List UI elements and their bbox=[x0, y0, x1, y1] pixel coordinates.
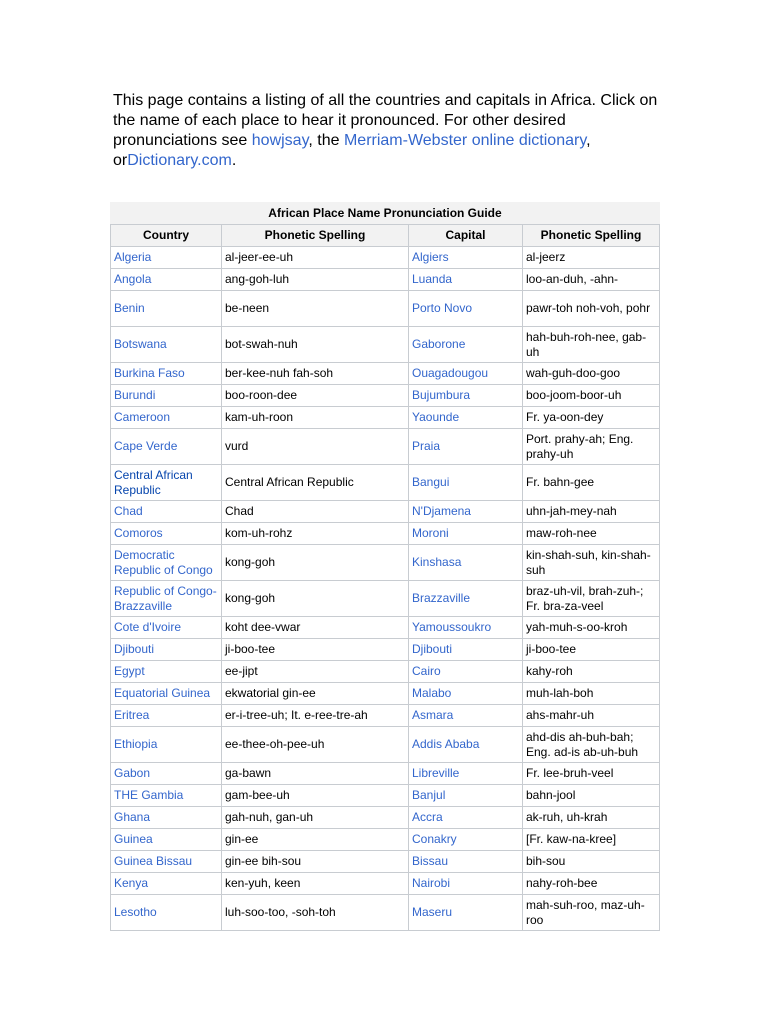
table-row bbox=[111, 363, 660, 385]
capital-phonetic: ahs-mahr-uh bbox=[523, 705, 660, 727]
table-row bbox=[111, 727, 660, 763]
capital-link[interactable]: Banjul bbox=[409, 785, 523, 807]
capital-link[interactable]: Libreville bbox=[409, 763, 523, 785]
country-link[interactable]: Algeria bbox=[111, 247, 222, 269]
capital-link[interactable]: Luanda bbox=[409, 269, 523, 291]
country-phonetic: ang-goh-luh bbox=[222, 269, 409, 291]
table-row bbox=[111, 683, 660, 705]
capital-phonetic: ahd-dis ah-buh-bah; Eng. ad-is ab-uh-buh bbox=[523, 727, 660, 763]
capital-phonetic: nahy-roh-bee bbox=[523, 873, 660, 895]
country-link[interactable]: Guinea Bissau bbox=[111, 851, 222, 873]
table-row bbox=[111, 407, 660, 429]
country-link[interactable]: Angola bbox=[111, 269, 222, 291]
country-link[interactable]: Burkina Faso bbox=[111, 363, 222, 385]
capital-phonetic: bahn-jool bbox=[523, 785, 660, 807]
country-link[interactable]: Djibouti bbox=[111, 639, 222, 661]
country-phonetic: er-i-tree-uh; It. e-ree-tre-ah bbox=[222, 705, 409, 727]
table-row bbox=[111, 705, 660, 727]
capital-link[interactable]: Addis Ababa bbox=[409, 727, 523, 763]
capital-phonetic: ak-ruh, uh-krah bbox=[523, 807, 660, 829]
header-capital-phonetic: Phonetic Spelling bbox=[523, 225, 660, 247]
capital-phonetic: [Fr. kaw-na-kree] bbox=[523, 829, 660, 851]
country-phonetic: gin-ee bbox=[222, 829, 409, 851]
capital-phonetic: maw-roh-nee bbox=[523, 523, 660, 545]
capital-phonetic: ji-boo-tee bbox=[523, 639, 660, 661]
capital-link[interactable]: Praia bbox=[409, 429, 523, 465]
table-row bbox=[111, 829, 660, 851]
capital-link[interactable]: N'Djamena bbox=[409, 501, 523, 523]
table-row bbox=[111, 873, 660, 895]
capital-link[interactable]: Yaounde bbox=[409, 407, 523, 429]
table-row bbox=[111, 429, 660, 465]
country-link[interactable]: Cote d'Ivoire bbox=[111, 617, 222, 639]
country-phonetic: gin-ee bih-sou bbox=[222, 851, 409, 873]
country-phonetic: gah-nuh, gan-uh bbox=[222, 807, 409, 829]
table-row bbox=[111, 545, 660, 581]
capital-phonetic: wah-guh-doo-goo bbox=[523, 363, 660, 385]
country-phonetic: vurd bbox=[222, 429, 409, 465]
country-link[interactable]: Ghana bbox=[111, 807, 222, 829]
table-row bbox=[111, 581, 660, 617]
capital-phonetic: yah-muh-s-oo-kroh bbox=[523, 617, 660, 639]
capital-link[interactable]: Algiers bbox=[409, 247, 523, 269]
country-link[interactable]: Chad bbox=[111, 501, 222, 523]
capital-phonetic: kin-shah-suh, kin-shah-suh bbox=[523, 545, 660, 581]
header-country-phonetic: Phonetic Spelling bbox=[222, 225, 409, 247]
table-row bbox=[111, 617, 660, 639]
capital-phonetic: muh-lah-boh bbox=[523, 683, 660, 705]
country-link[interactable]: Lesotho bbox=[111, 895, 222, 931]
capital-phonetic: loo-an-duh, -ahn- bbox=[523, 269, 660, 291]
country-phonetic: ee-jipt bbox=[222, 661, 409, 683]
table-row bbox=[111, 851, 660, 873]
table-row bbox=[111, 247, 660, 269]
capital-link[interactable]: Djibouti bbox=[409, 639, 523, 661]
country-link[interactable]: Democratic Republic of Congo bbox=[111, 545, 222, 581]
capital-phonetic: al-jeerz bbox=[523, 247, 660, 269]
table-row bbox=[111, 895, 660, 931]
table-row bbox=[111, 385, 660, 407]
table-header-row bbox=[111, 225, 660, 247]
country-link[interactable]: Comoros bbox=[111, 523, 222, 545]
country-phonetic: ber-kee-nuh fah-soh bbox=[222, 363, 409, 385]
country-phonetic: gam-bee-uh bbox=[222, 785, 409, 807]
table-row bbox=[111, 291, 660, 327]
country-link[interactable]: Equatorial Guinea bbox=[111, 683, 222, 705]
intro-text-1: This page contains a listing of all the countries and capitals in Africa. Click on the name of each place to hear it pronounced. For other desired pronunciations see bbox=[113, 92, 658, 149]
capital-phonetic: mah-suh-roo, maz-uh-roo bbox=[523, 895, 660, 931]
country-link[interactable]: Cape Verde bbox=[111, 429, 222, 465]
merriam-webster-link[interactable]: Merriam-Webster online dictionary bbox=[343, 132, 587, 149]
capital-link[interactable]: Conakry bbox=[409, 829, 523, 851]
country-phonetic: boo-roon-dee bbox=[222, 385, 409, 407]
table-row bbox=[111, 269, 660, 291]
country-phonetic: ee-thee-oh-pee-uh bbox=[222, 727, 409, 763]
intro-text-4: . bbox=[231, 152, 237, 169]
capital-phonetic: bih-sou bbox=[523, 851, 660, 873]
country-phonetic: kong-goh bbox=[222, 581, 409, 617]
country-link[interactable]: Central African Republic bbox=[111, 465, 222, 501]
country-link[interactable]: Cameroon bbox=[111, 407, 222, 429]
table-row bbox=[111, 465, 660, 501]
country-link[interactable]: Burundi bbox=[111, 385, 222, 407]
country-phonetic: be-neen bbox=[222, 291, 409, 327]
capital-link[interactable]: Nairobi bbox=[409, 873, 523, 895]
capital-link[interactable]: Bujumbura bbox=[409, 385, 523, 407]
dictionary-com-link[interactable]: Dictionary.com bbox=[127, 152, 232, 169]
table-row bbox=[111, 501, 660, 523]
capital-phonetic: Fr. lee-bruh-veel bbox=[523, 763, 660, 785]
country-phonetic: ekwatorial gin-ee bbox=[222, 683, 409, 705]
country-phonetic: kom-uh-rohz bbox=[222, 523, 409, 545]
country-link[interactable]: Eritrea bbox=[111, 705, 222, 727]
capital-phonetic: Fr. bahn-gee bbox=[523, 465, 660, 501]
country-phonetic: Central African Republic bbox=[222, 465, 409, 501]
table-row bbox=[111, 327, 660, 363]
country-link[interactable]: Egypt bbox=[111, 661, 222, 683]
capital-phonetic: braz-uh-vil, brah-zuh-; Fr. bra-za-veel bbox=[523, 581, 660, 617]
country-link[interactable]: Benin bbox=[111, 291, 222, 327]
capital-link[interactable]: Kinshasa bbox=[409, 545, 523, 581]
capital-link[interactable]: Bangui bbox=[409, 465, 523, 501]
country-phonetic: koht dee-vwar bbox=[222, 617, 409, 639]
country-phonetic: bot-swah-nuh bbox=[222, 327, 409, 363]
table-row bbox=[111, 523, 660, 545]
table-caption: African Place Name Pronunciation Guide bbox=[110, 202, 660, 224]
table-row bbox=[111, 785, 660, 807]
capital-phonetic: uhn-jah-mey-nah bbox=[523, 501, 660, 523]
capital-link[interactable]: Ouagadougou bbox=[409, 363, 523, 385]
capital-phonetic: Port. prahy-ah; Eng. prahy-uh bbox=[523, 429, 660, 465]
country-link[interactable]: Republic of Congo-Brazzaville bbox=[111, 581, 222, 617]
country-phonetic: luh-soo-too, -soh-toh bbox=[222, 895, 409, 931]
capital-phonetic: pawr-toh noh-voh, pohr bbox=[523, 291, 660, 327]
header-capital: Capital bbox=[409, 225, 523, 247]
capital-link[interactable]: Moroni bbox=[409, 523, 523, 545]
capital-link[interactable]: Yamoussoukro bbox=[409, 617, 523, 639]
capital-link[interactable]: Accra bbox=[409, 807, 523, 829]
capital-link[interactable]: Gaborone bbox=[409, 327, 523, 363]
table-row bbox=[111, 763, 660, 785]
country-link[interactable]: THE Gambia bbox=[111, 785, 222, 807]
capital-phonetic: boo-joom-boor-uh bbox=[523, 385, 660, 407]
country-link[interactable]: Gabon bbox=[111, 763, 222, 785]
capital-link[interactable]: Brazzaville bbox=[409, 581, 523, 617]
country-link[interactable]: Ethiopia bbox=[111, 727, 222, 763]
capital-phonetic: Fr. ya-oon-dey bbox=[523, 407, 660, 429]
intro-text-2: , the bbox=[308, 132, 344, 149]
country-link[interactable]: Kenya bbox=[111, 873, 222, 895]
capital-link[interactable]: Asmara bbox=[409, 705, 523, 727]
country-phonetic: Chad bbox=[222, 501, 409, 523]
capital-link[interactable]: Bissau bbox=[409, 851, 523, 873]
pronunciation-table bbox=[110, 202, 660, 931]
intro-paragraph bbox=[113, 91, 658, 171]
table-row bbox=[111, 807, 660, 829]
capital-link[interactable]: Maseru bbox=[409, 895, 523, 931]
country-phonetic: ken-yuh, keen bbox=[222, 873, 409, 895]
howjsay-link[interactable]: howjsay bbox=[251, 132, 309, 149]
country-phonetic: ga-bawn bbox=[222, 763, 409, 785]
capital-link[interactable]: Porto Novo bbox=[409, 291, 523, 327]
country-link[interactable]: Guinea bbox=[111, 829, 222, 851]
country-phonetic: ji-boo-tee bbox=[222, 639, 409, 661]
header-country: Country bbox=[111, 225, 222, 247]
capital-link[interactable]: Malabo bbox=[409, 683, 523, 705]
country-phonetic: kam-uh-roon bbox=[222, 407, 409, 429]
capital-phonetic: kahy-roh bbox=[523, 661, 660, 683]
country-link[interactable]: Botswana bbox=[111, 327, 222, 363]
capital-link[interactable]: Cairo bbox=[409, 661, 523, 683]
country-phonetic: kong-goh bbox=[222, 545, 409, 581]
intro-text-3: , or bbox=[113, 132, 591, 169]
capital-phonetic: hah-buh-roh-nee, gab-uh bbox=[523, 327, 660, 363]
table-row bbox=[111, 661, 660, 683]
country-phonetic: al-jeer-ee-uh bbox=[222, 247, 409, 269]
table-row bbox=[111, 639, 660, 661]
